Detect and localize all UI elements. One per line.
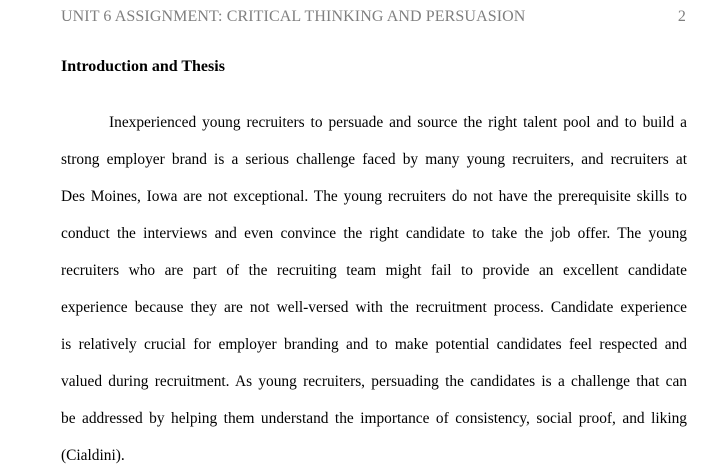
paragraph-line: valued during recruitment. As young recruiters, persuading the candidates is a challenge that can <box>61 373 687 390</box>
paragraph-line: recruiters who are part of the recruiting team might fail to provide an excellent candidate <box>61 262 687 279</box>
paragraph-line: conduct the interviews and even convince the right candidate to take the job offer. The young <box>61 225 687 242</box>
paragraph-line: strong employer brand is a serious challenge faced by many young recruiters, and recruiters at <box>61 151 687 168</box>
paragraph-line: is relatively crucial for employer branding and to make potential candidates feel respected and <box>61 336 687 353</box>
page-header <box>61 8 686 28</box>
body-paragraph <box>61 104 687 474</box>
paragraph-line: be addressed by helping them understand the importance of consistency, social proof, and liking <box>61 410 687 427</box>
paragraph-line: experience because they are not well-versed with the recruitment process. Candidate experience <box>61 299 687 316</box>
running-head: UNIT 6 ASSIGNMENT: CRITICAL THINKING AND PERSUASION <box>61 8 526 25</box>
section-heading: Introduction and Thesis <box>61 58 225 75</box>
paragraph-line: (Cialdini). <box>61 447 125 464</box>
page-number: 2 <box>677 8 686 25</box>
paragraph-line: Inexperienced young recruiters to persuade and source the right talent pool and to build a <box>109 114 687 131</box>
paragraph-line: Des Moines, Iowa are not exceptional. The young recruiters do not have the prerequisite skills to <box>61 188 687 205</box>
